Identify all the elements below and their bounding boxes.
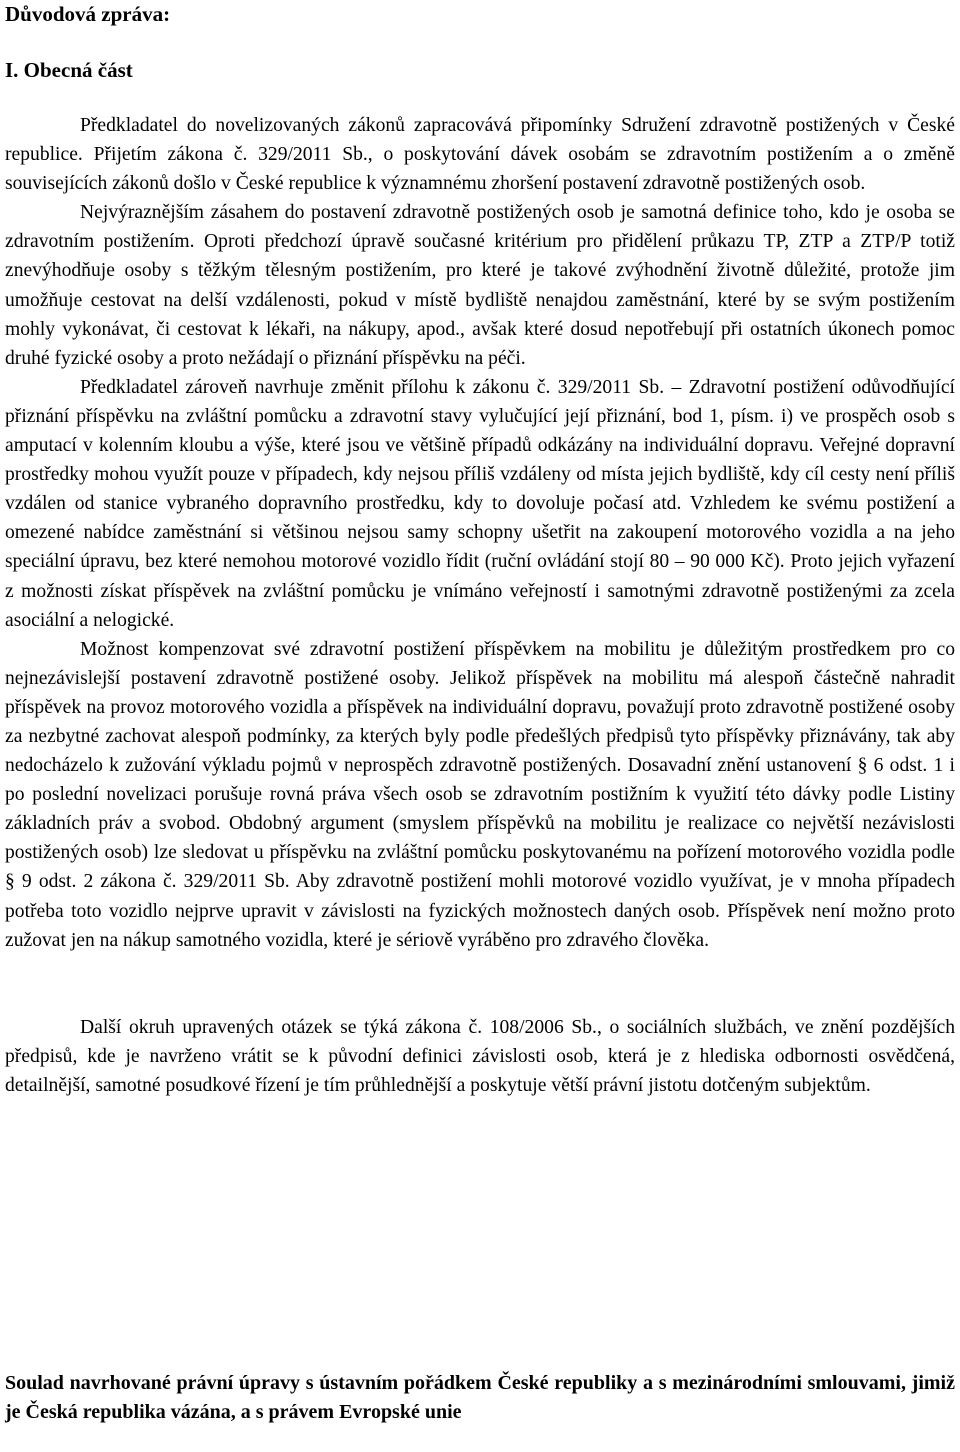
- paragraph-4: Možnost kompenzovat své zdravotní postižení příspěvkem na mobilitu je důležitým prostředkem pro co nejnezávislejší postavení zdravotně postižené osoby. Jelikož příspěvek na mobilitu má alespoň částečně nahradit příspěvek na provoz motorového vozidla a příspěvek na individuální dopravu, považují proto zdravotně postižené osoby za nezbytné zachovat alespoň podmínky, za kterých byly podle předešlých předpisů tyto příspěvky přiznávány, tak aby nedocházelo k zužování výkladu pojmů v neprospěch zdravotně postižených. Dosavadní znění ustanovení § 6 odst. 1 i po poslední novelizaci porušuje rovná práva všech osob se zdravotním postižním k využití této dávky podle Listiny základních práv a svobod. Obdobný argument (smyslem příspěvků na mobilitu je realizace co největší nezávislosti postižených osob) lze sledovat u příspěvku na zvláštní pomůcku poskytovanému na pořízení motorového vozidla podle § 9 odst. 2 zákona č. 329/2011 Sb. Aby zdravotně postižení mohli motorové vozidlo využívat, je v mnoha případech potřeba toto vozidlo nejprve upravit v závislosti na fyzických možnostech daných osob. Příspěvek není možno proto zužovat jen na nákup samotného vozidla, které je sériově vyráběno pro zdravého člověka.: [5, 638, 955, 951]
- paragraph-3: Předkladatel zároveň navrhuje změnit přílohu k zákonu č. 329/2011 Sb. – Zdravotní postižení odůvodňující přiznání příspěvku na zvláštní pomůcku a zdravotní stavy vylučující její přiznání, bod 1, písm. i) ve prospěch osob s amputací v kolenním kloubu a výše, které jsou ve většině případů odkázány na individuální dopravu. Veřejné dopravní prostředky mohou využít pouze v případech, kdy nejsou příliš vzdáleny od místa jejich bydliště, kdy cíl cesty není příliš vzdálen od stanice vybraného dopravního prostředku, kdy to dovoluje počasí atd. Vzhledem ke svému postižení a omezené nabídce zaměstnání si většinou nejsou samy schopny ušetřit na zakoupení motorového vozidla a na jeho speciální úpravu, bez které nemohou motorové vozidlo řídit (ruční ovládání stojí 80 – 90 000 Kč). Proto jejich vyřazení z možnosti získat příspěvek na zvláštní pomůcku je vnímáno veřejností i samotnými zdravotně postiženými za zcela asociální a nelogické.: [5, 376, 955, 631]
- paragraph-gap: [5, 955, 955, 1013]
- conclusion-heading: Soulad navrhované právní úpravy s ústavním pořádkem České republiky a s mezinárodními smlouvami, jimiž je Česká republika vázána, a s právem Evropské unie: [5, 1372, 955, 1423]
- paragraph-1: Předkladatel do novelizovaných zákonů zapracovává připomínky Sdružení zdravotně postižených v České republice. Přijetím zákona č. 329/2011 Sb., o poskytování dávek osobám se zdravotním postižením a o změně souvisejících zákonů došlo v České republice k významnému zhoršení postavení zdravotně postižených osob.: [5, 115, 955, 195]
- document-title: Důvodová zpráva:: [5, 2, 171, 26]
- paragraph-2: Nejvýraznějším zásahem do postavení zdravotně postižených osob je samotná definice toho, kdo je osoba se zdravotním postižením. Oproti předchozí úpravě současné kritérium pro přidělení průkazu TP, ZTP a ZTP/P totiž znevýhodňuje osoby s těžkým tělesným postižením, pro které je takové zvýhodnění životně důležité, protože jim umožňuje cestovat na delší vzdálenosti, pokud v místě bydliště nenajdou zaměstnání, které by se svým postižením mohly vykonávat, či cestovat k lékaři, na nákupy, apod., avšak které dosud nepotřebují při ostatních úkonech pomoc druhé fyzické osoby a proto nežádají o přiznání příspěvku na péči.: [5, 202, 955, 369]
- section-title: I. Obecná část: [5, 58, 133, 82]
- paragraph-5: Další okruh upravených otázek se týká zákona č. 108/2006 Sb., o sociálních službách, ve znění pozdějších předpisů, kde je navrženo vrátit se k původní definici závislosti osob, která je z hlediska odbornosti osvědčená, detailnější, samotné posudkové řízení je tím průhlednější a poskytuje větší právní jistotu dotčeným subjektům.: [5, 1016, 955, 1096]
- document-body: [5, 111, 955, 1100]
